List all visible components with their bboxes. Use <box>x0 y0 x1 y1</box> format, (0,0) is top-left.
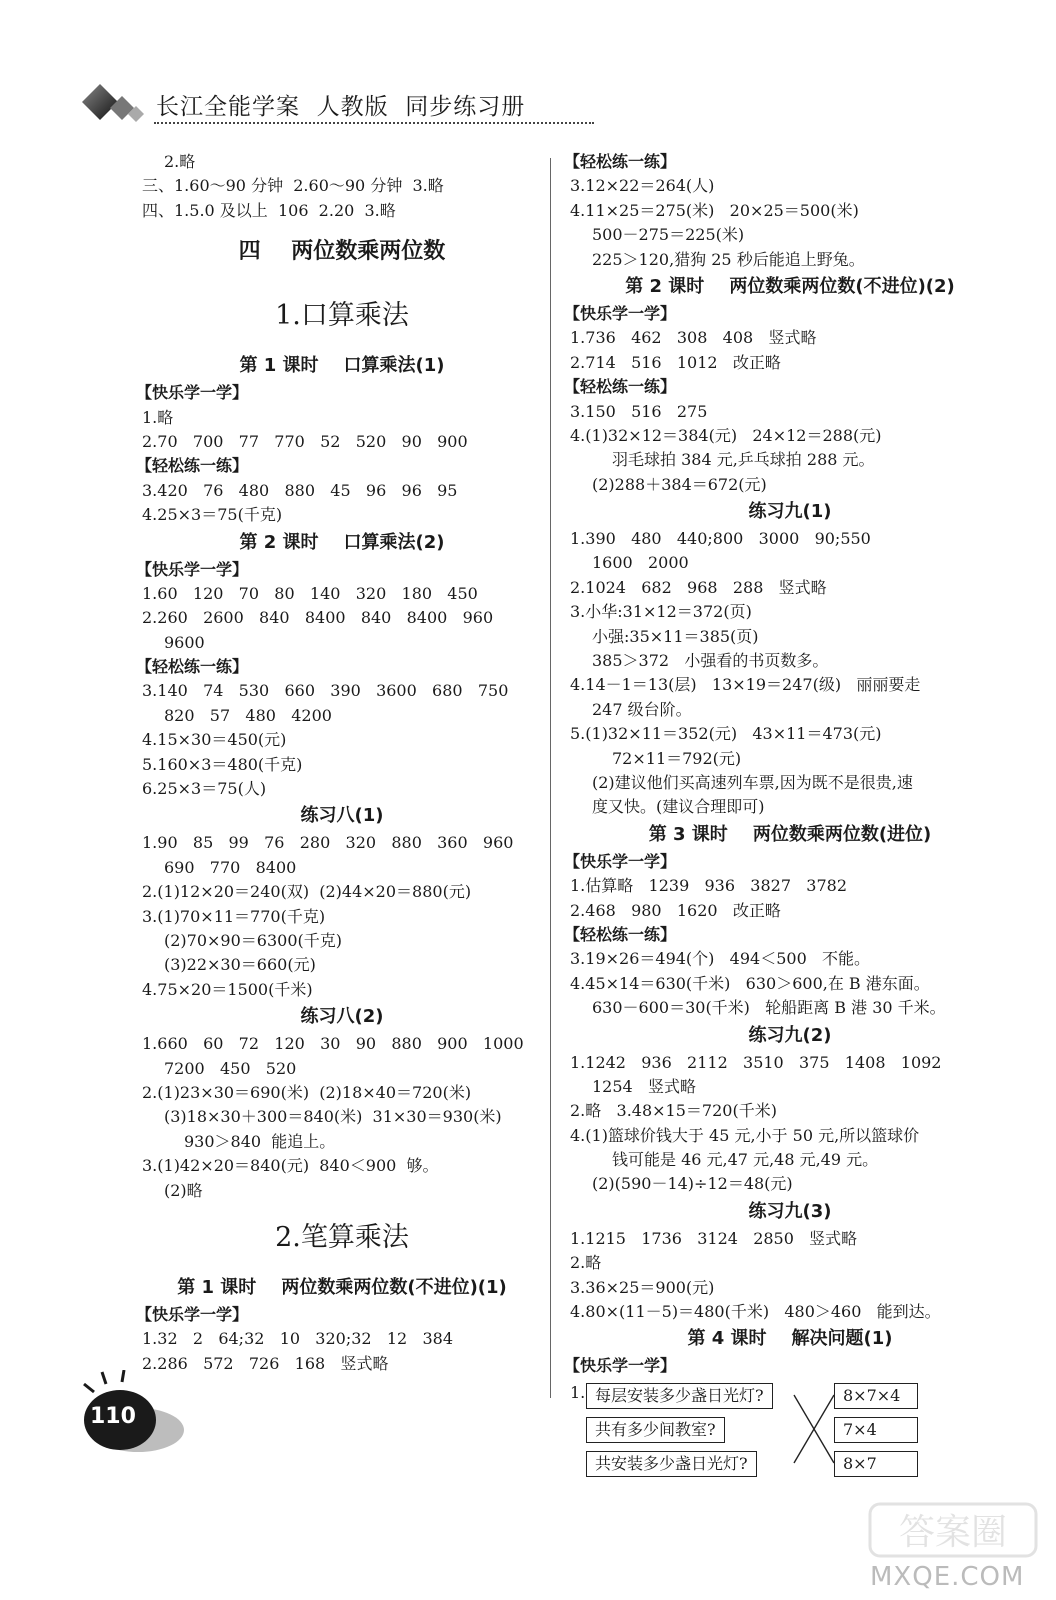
answer-line: 3.小华:31×12＝372(页) <box>570 602 752 622</box>
answer-line: 5.160×3＝480(千克) <box>142 754 303 774</box>
answer-line: 2.(1)12×20＝240(双) (2)44×20＝880(元) <box>142 882 472 902</box>
right-column <box>564 150 1010 1475</box>
answer-line: 2.286 572 726 168 竖式略 <box>142 1353 389 1373</box>
answer-line: 1.估算略 1239 936 3827 3782 <box>570 876 847 896</box>
answer-line: 2.468 980 1620 改正略 <box>570 900 781 920</box>
answer-line: 3.(1)70×11＝770(千克) <box>142 906 326 926</box>
column-divider <box>550 158 551 1398</box>
answer-line: 4.80×(11－5)＝480(千米) 480＞460 能到达。 <box>570 1302 941 1322</box>
lesson-title: 第 1 课时 口算乘法(1) <box>239 355 445 377</box>
activity-tag: 【轻松练一练】 <box>136 657 249 677</box>
activity-tag: 【快乐学一学】 <box>136 559 249 579</box>
answer-line: 630－600＝30(千米) 轮船距离 B 港 30 千米。 <box>592 998 946 1018</box>
lesson-title: 练习九(2) <box>748 1024 832 1046</box>
answer-line: 3.36×25＝900(元) <box>570 1277 715 1297</box>
question-box: 共安装多少盏日光灯? <box>586 1451 757 1477</box>
answer-line: 690 770 8400 <box>164 857 297 877</box>
activity-tag: 【轻松练一练】 <box>564 152 677 171</box>
answer-line: (2)288＋384＝672(元) <box>592 474 767 494</box>
answer-line: 9600 <box>164 632 205 652</box>
answer-line: 2.略 <box>570 1253 602 1273</box>
answer-line: 4.14－1＝13(层) 13×19＝247(级) 丽丽要走 <box>570 675 921 695</box>
header-divider <box>154 122 594 124</box>
answer-line: 930＞840 能追上。 <box>184 1131 336 1151</box>
section-title: 1.口算乘法 <box>275 300 409 332</box>
activity-tag: 【快乐学一学】 <box>136 1304 249 1324</box>
activity-tag: 【轻松练一练】 <box>564 377 677 397</box>
answer-line: 3.150 516 275 <box>570 401 708 421</box>
answer-line: 3.420 76 480 880 45 96 96 95 <box>142 480 458 500</box>
chapter-title: 四 两位数乘两位数 <box>238 239 446 265</box>
answer-line: 3.(1)42×20＝840(元) 840＜900 够。 <box>142 1156 439 1176</box>
answer-line: (2)建议他们买高速列车票,因为既不是很贵,速 <box>592 772 913 792</box>
watermark-text: MXQE.COM <box>870 1562 1025 1592</box>
page-number: 110 <box>90 1404 136 1429</box>
answer-line: 4.(1)篮球价钱大于 45 元,小于 50 元,所以篮球价 <box>570 1125 920 1145</box>
activity-tag: 【轻松练一练】 <box>564 924 677 944</box>
activity-tag: 【快乐学一学】 <box>564 1356 677 1376</box>
answer-line: 1.略 <box>142 407 174 427</box>
lesson-title: 第 3 课时 两位数乘两位数(进位) <box>648 823 932 845</box>
answer-line: 三、1.60～90 分钟 2.60～90 分钟 3.略 <box>142 176 444 196</box>
answer-line: 4.45×14＝630(千米) 630＞600,在 B 港东面。 <box>570 973 930 993</box>
answer-line: 2.略 3.48×15＝720(千米) <box>570 1101 777 1121</box>
expression-box: 8×7 <box>834 1451 918 1477</box>
activity-tag: 【快乐学一学】 <box>564 303 677 323</box>
answer-line: 4.15×30＝450(元) <box>142 730 287 750</box>
lesson-title: 练习八(2) <box>300 1006 384 1028</box>
matching-number: 1. <box>570 1382 586 1402</box>
answer-line: 1.1215 1736 3124 2850 竖式略 <box>570 1228 858 1248</box>
answer-line: 4.11×25＝275(米) 20×25＝500(米) <box>570 200 859 220</box>
answer-line: (3)18×30＋300＝840(米) 31×30＝930(米) <box>164 1107 502 1127</box>
answer-line: 钱可能是 46 元,47 元,48 元,49 元。 <box>612 1150 879 1170</box>
question-box: 共有多少间教室? <box>586 1417 725 1443</box>
answer-line: 1.90 85 99 76 280 320 880 360 960 <box>142 833 514 853</box>
answer-line: 2.260 2600 840 8400 840 8400 960 <box>142 608 494 628</box>
answer-line: 247 级台阶。 <box>592 699 692 719</box>
answer-line: 1.660 60 72 120 30 90 880 900 1000 <box>142 1034 524 1054</box>
answer-line: 4.(1)32×12＝384(元) 24×12＝288(元) <box>570 425 882 445</box>
expression-box: 7×4 <box>834 1417 918 1443</box>
lesson-title: 第 2 课时 两位数乘两位数(不进位)(2) <box>625 275 955 297</box>
answer-line: 385＞372 小强看的书页数多。 <box>592 651 829 671</box>
answer-line: 度又快。(建议合理即可) <box>592 797 765 817</box>
answer-line: 1254 竖式略 <box>592 1076 696 1096</box>
answer-line: 72×11＝792(元) <box>612 748 742 768</box>
matching-exercise <box>570 1381 1010 1475</box>
section-title: 2.笔算乘法 <box>275 1221 409 1253</box>
matching-lines <box>792 1381 852 1475</box>
answer-line: (2)略 <box>164 1180 203 1200</box>
answer-line: 2.714 516 1012 改正略 <box>570 352 781 372</box>
lesson-title: 练习八(1) <box>300 805 384 827</box>
diamond-logo-icon <box>78 78 148 134</box>
page-header <box>78 78 526 134</box>
answer-line: 500－275＝225(米) <box>592 225 745 245</box>
answer-line: 2.(1)23×30＝690(米) (2)18×40＝720(米) <box>142 1082 472 1102</box>
lesson-title: 第 2 课时 口算乘法(2) <box>239 531 445 553</box>
answer-line: 4.75×20＝1500(千米) <box>142 979 313 999</box>
answer-line: 四、1.5.0 及以上 106 2.20 3.略 <box>142 200 396 220</box>
watermark-logo-text: 答案圈 <box>898 1512 1008 1553</box>
answer-line: 3.19×26＝494(个) 494＜500 不能。 <box>570 949 871 969</box>
answer-line: 3.140 74 530 660 390 3600 680 750 <box>142 681 509 701</box>
answer-line: (3)22×30＝660(元) <box>164 955 316 975</box>
answer-line: 1.32 2 64;32 10 320;32 12 384 <box>142 1329 454 1349</box>
answer-line: 820 57 480 4200 <box>164 705 332 725</box>
activity-tag: 【轻松练一练】 <box>136 456 249 476</box>
expression-box: 8×7×4 <box>834 1383 918 1409</box>
answer-line: 1.736 462 308 408 竖式略 <box>570 328 817 348</box>
answer-line: (2)(590－14)÷12＝48(元) <box>592 1174 793 1194</box>
activity-tag: 【快乐学一学】 <box>136 383 249 403</box>
answer-line: 2.70 700 77 770 52 520 90 900 <box>142 431 468 451</box>
answer-line: 小强:35×11＝385(页) <box>592 626 759 646</box>
answer-line: 羽毛球拍 384 元,乒乓球拍 288 元。 <box>612 450 875 470</box>
answer-line: 3.12×22＝264(人) <box>570 176 715 196</box>
header-title: 长江全能学案 人教版 同步练习册 <box>156 94 526 120</box>
question-box: 每层安装多少盏日光灯? <box>586 1383 773 1409</box>
answer-line: (2)70×90＝6300(千克) <box>164 930 342 950</box>
answer-line: 5.(1)32×11＝352(元) 43×11＝473(元) <box>570 724 882 744</box>
answer-line: 2.1024 682 968 288 竖式略 <box>570 577 827 597</box>
answer-line: 225＞120,猎狗 25 秒后能追上野兔。 <box>592 249 865 269</box>
lesson-title: 第 1 课时 两位数乘两位数(不进位)(1) <box>177 1276 507 1298</box>
lesson-title: 练习九(1) <box>748 501 832 523</box>
answer-line: 6.25×3＝75(人) <box>142 779 267 799</box>
answer-line: 4.25×3＝75(千克) <box>142 505 283 525</box>
answer-line: 1.390 480 440;800 3000 90;550 <box>570 529 871 549</box>
lesson-title: 第 4 课时 解决问题(1) <box>687 1328 893 1350</box>
answer-line: 1600 2000 <box>592 553 689 573</box>
answer-line: 2.略 <box>164 152 196 171</box>
answer-line: 7200 450 520 <box>164 1058 297 1078</box>
left-column <box>136 150 542 1376</box>
activity-tag: 【快乐学一学】 <box>564 851 677 871</box>
lesson-title: 练习九(3) <box>748 1200 832 1222</box>
answer-line: 1.1242 936 2112 3510 375 1408 1092 <box>570 1052 942 1072</box>
answer-line: 1.60 120 70 80 140 320 180 450 <box>142 583 478 603</box>
